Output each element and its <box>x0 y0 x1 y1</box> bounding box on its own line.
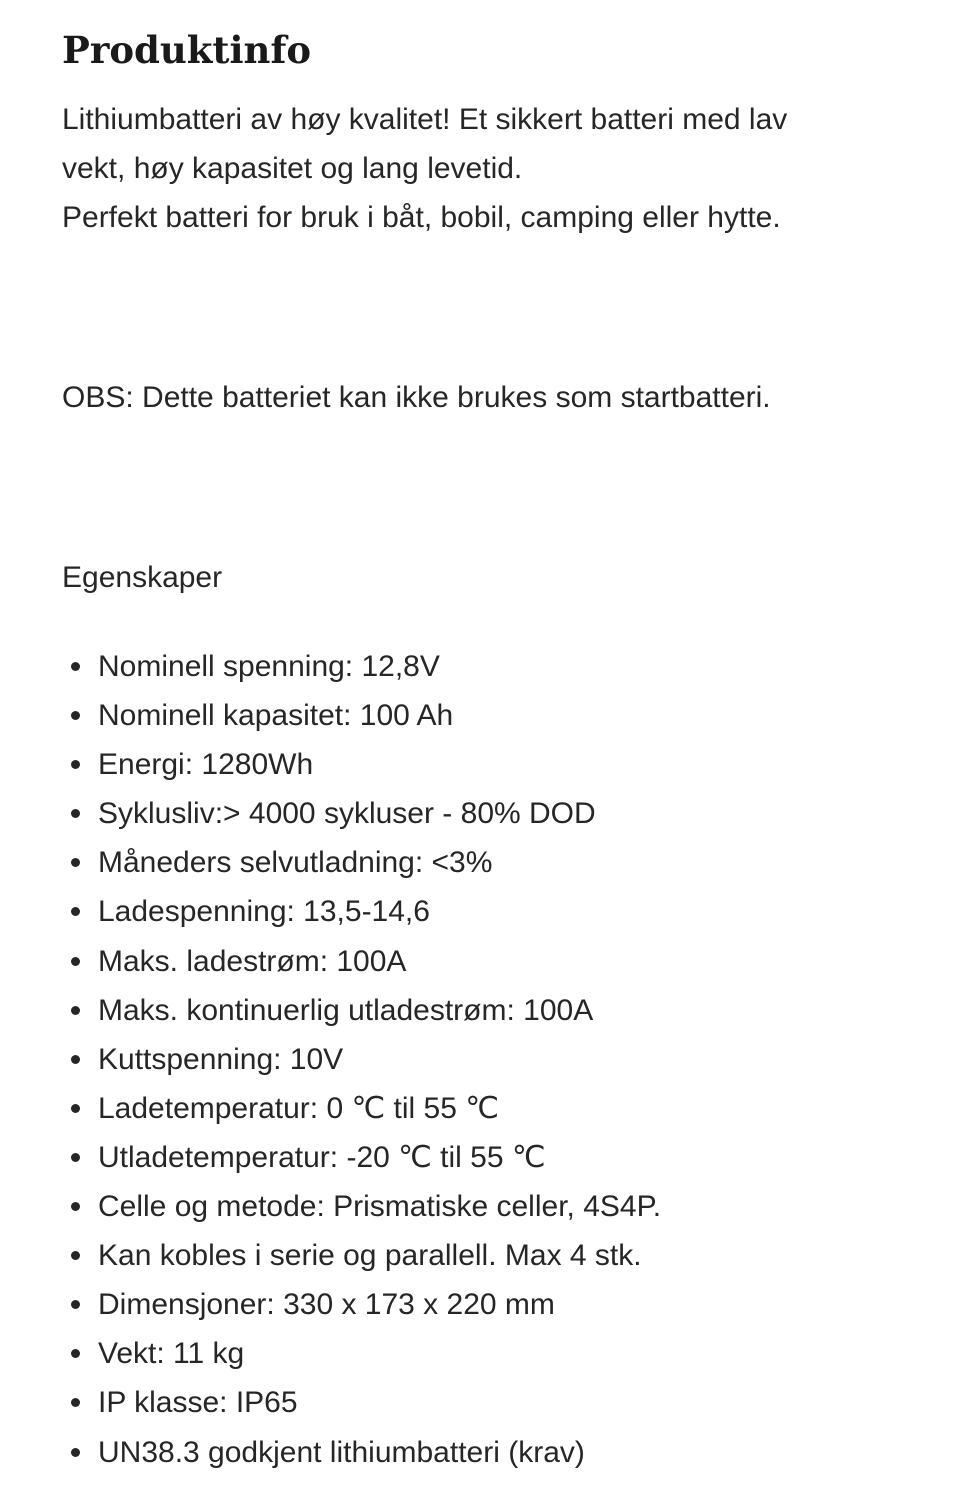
bullet-icon <box>71 1251 80 1260</box>
feature-item <box>62 1428 661 1477</box>
feature-text: Maks. ladestrøm: 100A <box>98 944 407 978</box>
feature-item <box>62 1182 661 1231</box>
feature-text: UN38.3 godkjent lithiumbatteri (krav) <box>98 1435 585 1469</box>
intro-line: Lithiumbatteri av høy kvalitet! Et sikkert batteri med lav <box>62 103 788 136</box>
feature-item <box>62 1133 661 1182</box>
feature-text: Kuttspenning: 10V <box>98 1042 344 1076</box>
intro-line: vekt, høy kapasitet og lang levetid. <box>62 152 523 185</box>
bullet-icon <box>71 1153 80 1162</box>
feature-text: Vekt: 11 kg <box>98 1337 245 1371</box>
notice-text: OBS: Dette batteriet kan ikke brukes som startbatteri. <box>62 381 771 414</box>
feature-text: Dimensjoner: 330 x 173 x 220 mm <box>98 1288 555 1322</box>
feature-text: Syklusliv:> 4000 sykluser - 80% DOD <box>98 797 596 831</box>
intro-paragraph <box>62 95 787 242</box>
feature-item <box>62 740 661 789</box>
feature-text: Maks. kontinuerlig utladestrøm: 100A <box>98 993 594 1027</box>
feature-item <box>62 789 661 838</box>
bullet-icon <box>71 1349 80 1358</box>
bullet-icon <box>71 1300 80 1309</box>
bullet-icon <box>71 760 80 769</box>
feature-item <box>62 1280 661 1329</box>
bullet-icon <box>71 1448 80 1457</box>
bullet-icon <box>71 957 80 966</box>
features-list <box>62 642 661 1477</box>
feature-item <box>62 937 661 986</box>
feature-text: IP klasse: IP65 <box>98 1386 298 1420</box>
bullet-icon <box>71 711 80 720</box>
feature-item <box>62 887 661 936</box>
feature-item <box>62 1378 661 1427</box>
bullet-icon <box>71 1398 80 1407</box>
feature-text: Ladespenning: 13,5-14,6 <box>98 895 430 929</box>
bullet-icon <box>71 1202 80 1211</box>
feature-item <box>62 838 661 887</box>
feature-item <box>62 691 661 740</box>
feature-text: Ladetemperatur: 0 ℃ til 55 ℃ <box>98 1091 499 1125</box>
section-title: Produktinfo <box>62 28 312 72</box>
bullet-icon <box>71 662 80 671</box>
bullet-icon <box>71 1055 80 1064</box>
feature-item <box>62 1084 661 1133</box>
feature-text: Kan kobles i serie og parallell. Max 4 stk. <box>98 1239 642 1273</box>
feature-item <box>62 1035 661 1084</box>
feature-text: Energi: 1280Wh <box>98 748 314 782</box>
intro-line: Perfekt batteri for bruk i båt, bobil, camping eller hytte. <box>62 201 781 234</box>
feature-text: Celle og metode: Prismatiske celler, 4S4P. <box>98 1190 662 1224</box>
bullet-icon <box>71 1104 80 1113</box>
features-heading: Egenskaper <box>62 561 223 594</box>
feature-item <box>62 986 661 1035</box>
bullet-icon <box>71 1006 80 1015</box>
feature-item <box>62 642 661 691</box>
feature-text: Nominell spenning: 12,8V <box>98 650 440 683</box>
bullet-icon <box>71 809 80 818</box>
feature-text: Måneders selvutladning: <3% <box>98 846 493 880</box>
bullet-icon <box>71 858 80 867</box>
bullet-icon <box>71 907 80 916</box>
feature-item <box>62 1231 661 1280</box>
feature-item <box>62 1329 661 1378</box>
feature-text: Utladetemperatur: -20 ℃ til 55 ℃ <box>98 1140 546 1174</box>
feature-text: Nominell kapasitet: 100 Ah <box>98 699 454 733</box>
